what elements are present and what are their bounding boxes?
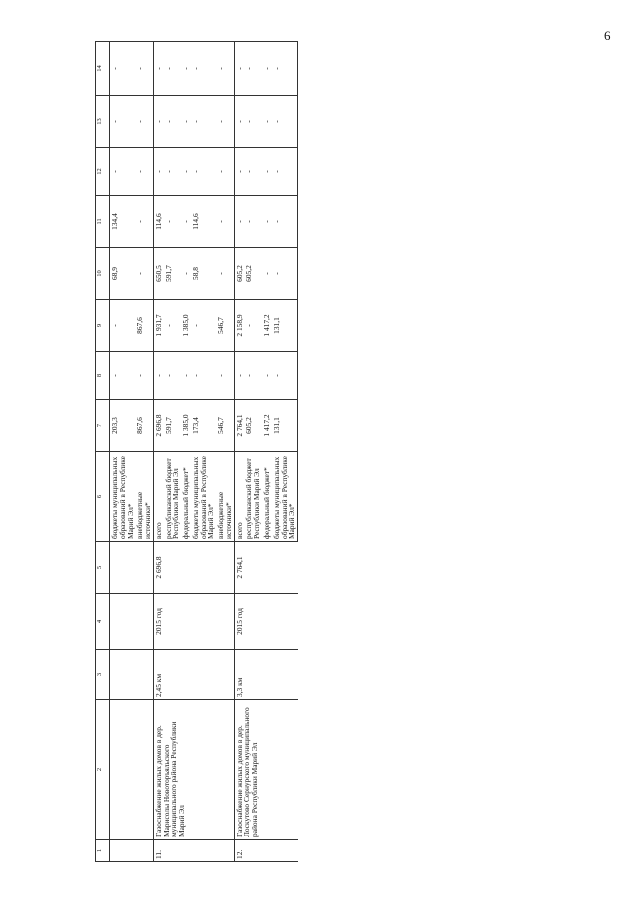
value-cell: -	[164, 42, 182, 96]
value-cell: 605,2	[244, 400, 262, 452]
col-header: 6	[96, 452, 110, 542]
source-cell: внебюджетные источники*	[135, 452, 153, 542]
object-name: Газоснабжение жилых домов в дер. Марисолы Новоторъяльского муниципального района Республики Марий Эл	[153, 700, 234, 840]
value-cell: -	[272, 148, 298, 196]
value-cell: 134,4	[110, 196, 136, 248]
value-cell: 58,8	[191, 248, 216, 300]
value-cell: 2 764,1	[234, 400, 244, 452]
value-cell: -	[191, 352, 216, 400]
source-cell: бюджеты муниципальных образований в Республике Марий Эл*	[110, 452, 136, 542]
value-cell: -	[262, 248, 272, 300]
empty-cell	[135, 650, 153, 700]
value-cell: -	[135, 196, 153, 248]
empty-cell	[135, 542, 153, 594]
value-cell: -	[244, 42, 262, 96]
value-cell: -	[135, 248, 153, 300]
value-cell: 114,6	[153, 196, 163, 248]
value-cell: 203,3	[110, 400, 136, 452]
value-cell: -	[135, 352, 153, 400]
table-row	[135, 42, 153, 862]
value-cell: -	[191, 96, 216, 148]
source-cell: всего	[234, 452, 244, 542]
table-row	[234, 42, 244, 862]
value-cell: -	[110, 300, 136, 352]
value-cell: -	[164, 300, 182, 352]
empty-cell	[110, 650, 136, 700]
source-cell: республиканский бюджет Республики Марий Эл	[244, 452, 262, 542]
value-cell: -	[262, 96, 272, 148]
source-cell: федеральный бюджет*	[262, 452, 272, 542]
value-cell: -	[234, 96, 244, 148]
value-cell: -	[110, 96, 136, 148]
value-cell: -	[153, 352, 163, 400]
value-cell: -	[262, 196, 272, 248]
empty-cell	[135, 840, 153, 862]
value-cell: -	[164, 196, 182, 248]
col-header: 7	[96, 400, 110, 452]
col-header: 2	[96, 700, 110, 840]
value-cell: -	[262, 148, 272, 196]
value-cell: 2 696,8	[153, 400, 163, 452]
value-cell: 605,2	[244, 248, 262, 300]
col-header: 5	[96, 542, 110, 594]
value-cell: 1 385,0	[181, 400, 191, 452]
empty-cell	[110, 700, 136, 840]
value-cell: 591,7	[164, 248, 182, 300]
value-cell: -	[216, 42, 234, 96]
col-header: 10	[96, 248, 110, 300]
value-cell: -	[110, 42, 136, 96]
empty-cell	[135, 594, 153, 650]
investment-table	[95, 41, 298, 862]
value-cell: -	[181, 42, 191, 96]
value-cell: -	[110, 148, 136, 196]
value-cell: 650,5	[153, 248, 163, 300]
value-cell: 591,7	[164, 400, 182, 452]
value-cell: -	[181, 248, 191, 300]
empty-cell	[110, 594, 136, 650]
value-cell: -	[181, 196, 191, 248]
value-cell: -	[272, 248, 298, 300]
col-header: 4	[96, 594, 110, 650]
value-cell: -	[216, 148, 234, 196]
value-cell: 131,1	[272, 400, 298, 452]
source-cell: федеральный бюджет*	[181, 452, 191, 542]
value-cell: -	[244, 352, 262, 400]
value-cell: 131,1	[272, 300, 298, 352]
value-cell: -	[244, 196, 262, 248]
row-number: 11.	[153, 840, 234, 862]
value-cell: -	[234, 148, 244, 196]
value-cell: -	[234, 196, 244, 248]
col-header: 12	[96, 148, 110, 196]
value-cell: 1 417,2	[262, 400, 272, 452]
value-cell: -	[181, 148, 191, 196]
value-cell: -	[216, 248, 234, 300]
value-cell: -	[191, 42, 216, 96]
source-cell: республиканский бюджет Республики Марий Эл	[164, 452, 182, 542]
source-cell: бюджеты муниципальных образований в Республике Марий Эл*	[272, 452, 298, 542]
year-cell: 2015 год	[153, 594, 234, 650]
column-number-row	[96, 42, 110, 862]
value-cell: -	[191, 148, 216, 196]
value-cell: 546,7	[216, 400, 234, 452]
value-cell: -	[216, 352, 234, 400]
row-number: 12.	[234, 840, 297, 862]
value-cell: -	[164, 148, 182, 196]
value-cell: -	[153, 148, 163, 196]
value-cell: -	[272, 196, 298, 248]
page-number: 6	[604, 28, 611, 43]
value-cell: 173,4	[191, 400, 216, 452]
length-cell: 2,45 км	[153, 650, 234, 700]
year-cell: 2015 год	[234, 594, 297, 650]
value-cell: 68,9	[110, 248, 136, 300]
value-cell: -	[234, 42, 244, 96]
table-row	[110, 42, 136, 862]
rotated-sheet	[95, 42, 560, 862]
value-cell: -	[262, 352, 272, 400]
source-cell: бюджеты муниципальных образований в Республике Марий Эл*	[191, 452, 216, 542]
empty-cell	[135, 700, 153, 840]
value-cell: -	[153, 42, 163, 96]
source-cell: всего	[153, 452, 163, 542]
value-cell: 867,6	[135, 400, 153, 452]
value-cell: -	[216, 196, 234, 248]
value-cell: -	[135, 96, 153, 148]
object-name: Газоснабжение жилых домов в дер. Лоскутово Сернурского муниципального района Республики Марий Эл	[234, 700, 297, 840]
value-cell: 546,7	[216, 300, 234, 352]
col-header: 8	[96, 352, 110, 400]
empty-cell	[110, 840, 136, 862]
empty-cell	[110, 542, 136, 594]
value-cell: -	[110, 352, 136, 400]
value-cell: -	[153, 96, 163, 148]
length-cell: 3,3 км	[234, 650, 297, 700]
value-cell: -	[191, 300, 216, 352]
cost-cell: 2 764,1	[234, 542, 297, 594]
col-header: 9	[96, 300, 110, 352]
value-cell: -	[181, 352, 191, 400]
col-header: 13	[96, 96, 110, 148]
col-header: 1	[96, 840, 110, 862]
value-cell: 1 385,0	[181, 300, 191, 352]
value-cell: -	[272, 96, 298, 148]
value-cell: -	[244, 96, 262, 148]
col-header: 14	[96, 42, 110, 96]
value-cell: -	[164, 96, 182, 148]
value-cell: -	[234, 352, 244, 400]
value-cell: -	[181, 96, 191, 148]
value-cell: 1 417,2	[262, 300, 272, 352]
value-cell: -	[244, 148, 262, 196]
value-cell: -	[164, 352, 182, 400]
value-cell: 1 931,7	[153, 300, 163, 352]
value-cell: -	[272, 352, 298, 400]
col-header: 11	[96, 196, 110, 248]
value-cell: -	[272, 42, 298, 96]
value-cell: 114,6	[191, 196, 216, 248]
table-row	[153, 42, 163, 862]
source-cell: внебюджетные источники*	[216, 452, 234, 542]
cost-cell: 2 696,8	[153, 542, 234, 594]
value-cell: -	[244, 300, 262, 352]
value-cell: -	[262, 42, 272, 96]
col-header: 3	[96, 650, 110, 700]
value-cell: 867,6	[135, 300, 153, 352]
value-cell: 605,2	[234, 248, 244, 300]
value-cell: -	[216, 96, 234, 148]
value-cell: -	[135, 42, 153, 96]
value-cell: -	[135, 148, 153, 196]
value-cell: 2 158,9	[234, 300, 244, 352]
